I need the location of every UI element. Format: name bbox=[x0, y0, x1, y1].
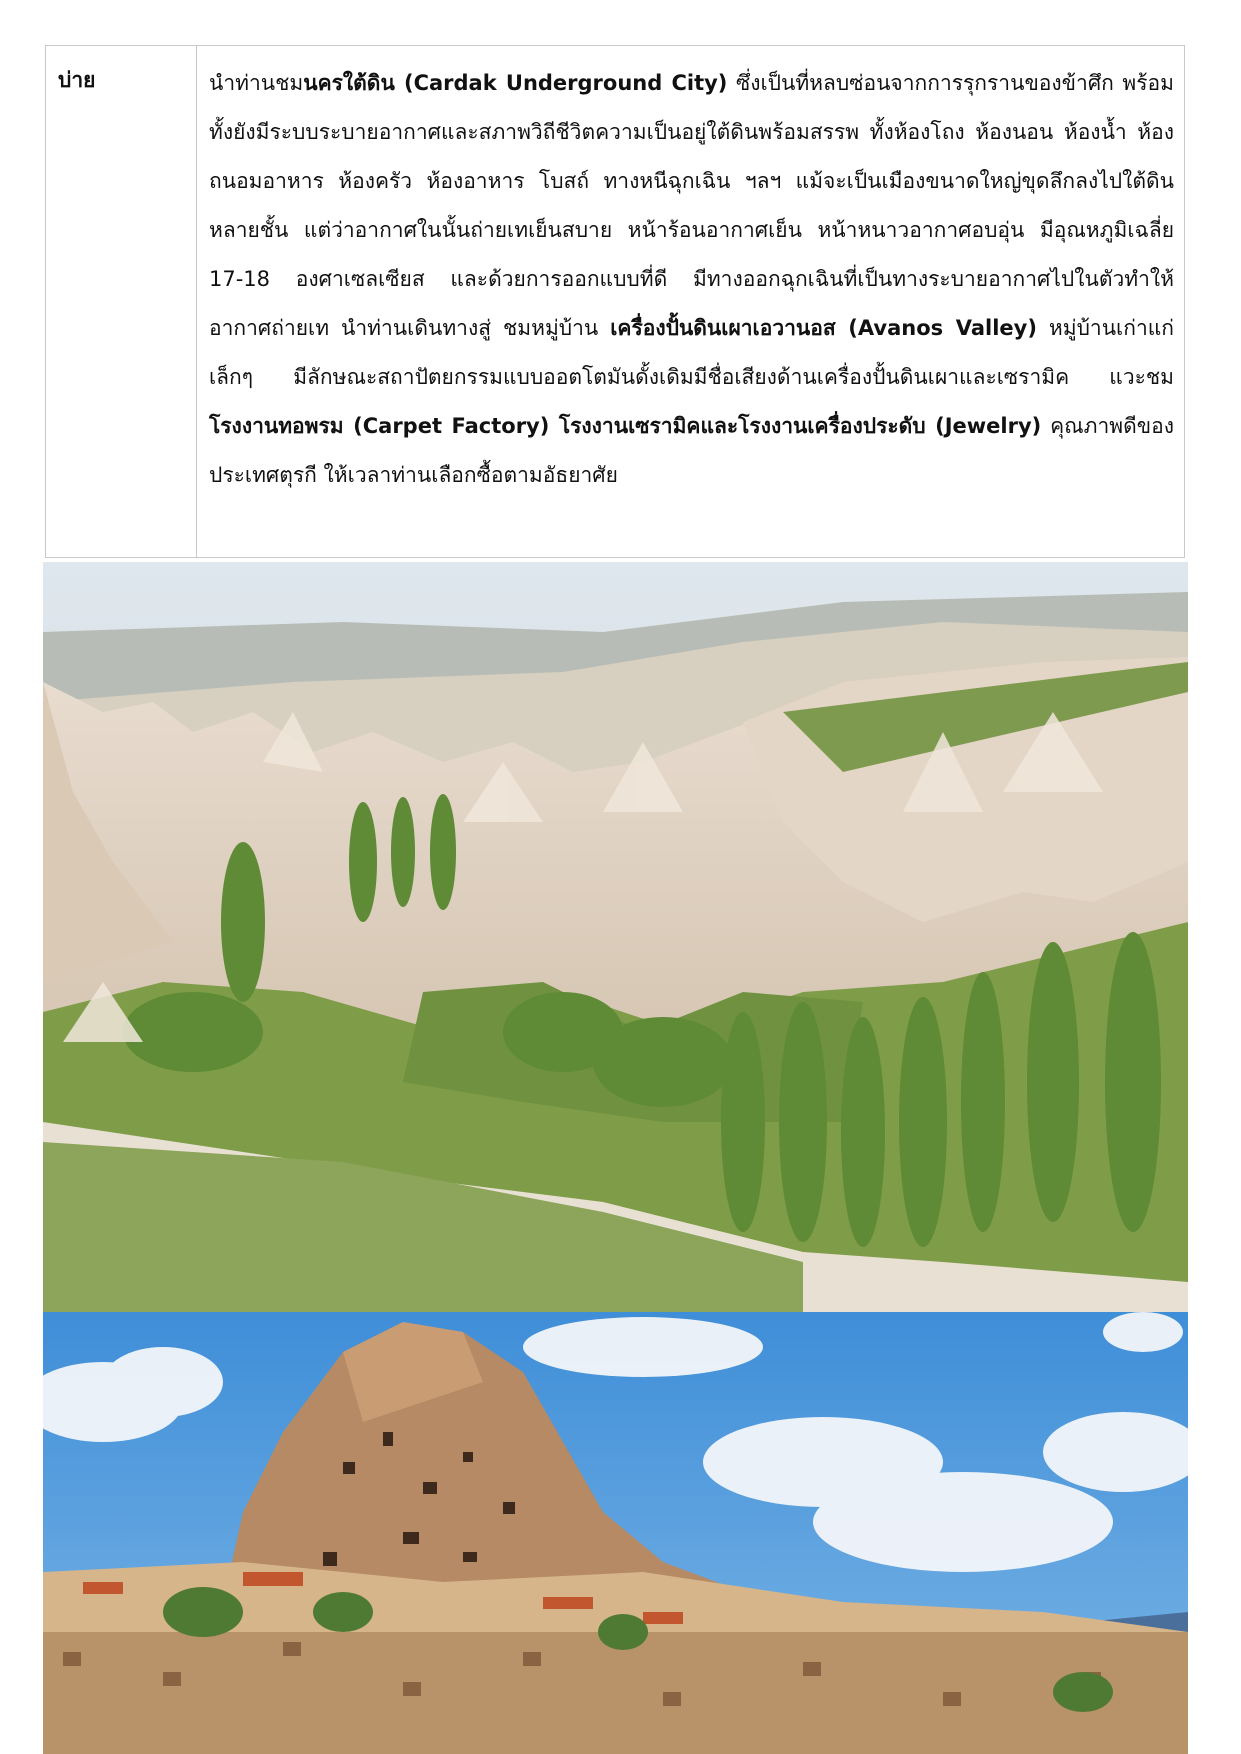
desc-segment: นำท่านชม bbox=[209, 71, 304, 95]
itinerary-table bbox=[45, 45, 1185, 558]
cappadocia-valley-photo bbox=[43, 562, 1188, 1312]
desc-segment: ซึ่งเป็นที่หลบซ่อนจากการรุกรานของข้าศึก พร้อมทั้งยังมีระบบระบายอากาศและสภาพวิถีชีวิตความเป็นอยู่ใต้ดินพร้อมสรรพ ทั้งห้องโถง ห้องนอน ห้องน้ำ ห้องถนอมอาหาร ห้องครัว ห้องอาหาร โบสถ์ ทางหนีฉุกเฉิน ฯลฯ แม้จะเป็นเมืองขนาดใหญ่ขุดลึกลงไปใต้ดินหลายชั้น แต่ว่าอากาศในนั้นถ่ายเทเย็นสบาย หน้าร้อนอากาศเย็น หน้าหนาวอากาศอบอุ่น มีอุณหภูมิเฉลี่ย 17-18 องศาเซลเซียส และด้วยการออกแบบที่ดี มีทางออกฉุกเฉินที่เป็นทางระบายอากาศไปในตัวทำให้อากาศถ่ายเท นำท่านเดินทางสู่ ชมหมู่บ้าน bbox=[209, 71, 1174, 340]
itinerary-description bbox=[197, 46, 1184, 557]
desc-segment-bold: เครื่องปั้นดินเผาเอวานอส (Avanos Valley) bbox=[610, 316, 1037, 340]
desc-segment-bold: นครใต้ดิน (Cardak Underground City) bbox=[303, 71, 728, 95]
desc-segment: คุณภาพดีของประเทศตุรกี ให้เวลาท่านเลือกซื้อตามอัธยาศัย bbox=[209, 414, 1174, 487]
desc-segment-bold: โรงงานทอพรม (Carpet Factory) โรงงานเซรามิคและโรงงานเครื่องประดับ (Jewelry) bbox=[209, 414, 1042, 438]
uchisar-castle-photo bbox=[43, 1312, 1188, 1754]
desc-segment: หมู่บ้านเก่าแก่เล็กๆ มีลักษณะสถาปัตยกรรมแบบออตโตมันดั้งเดิมมีชื่อเสียงด้านเครื่องปั้นดินเผาและเซรามิค แวะชม bbox=[209, 316, 1174, 389]
time-of-day-label: บ่าย bbox=[46, 46, 197, 557]
